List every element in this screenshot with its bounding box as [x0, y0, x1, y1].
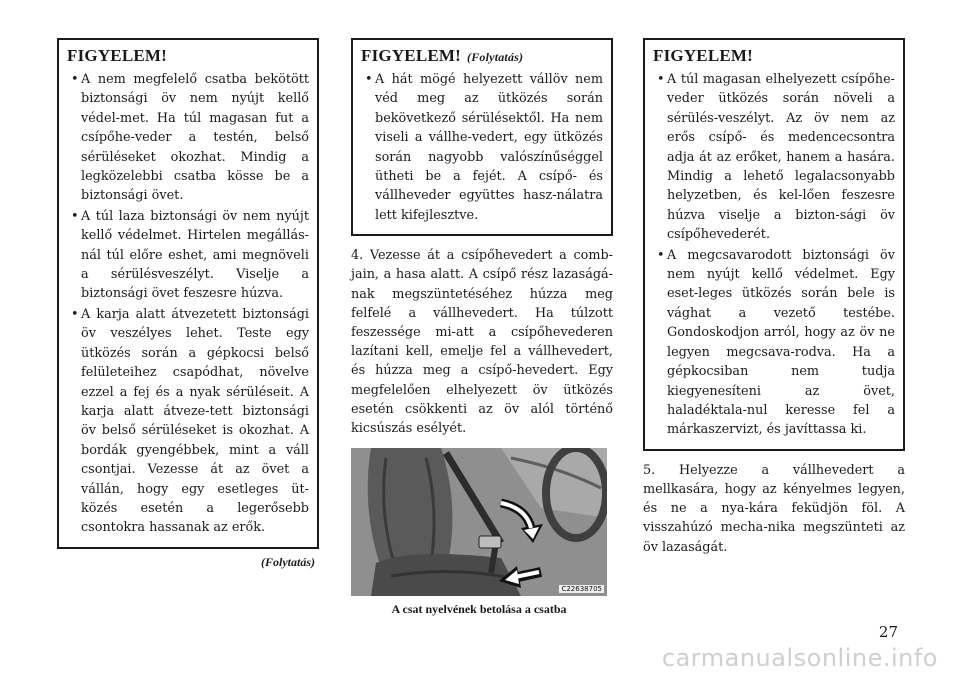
- warning-box-right: [643, 38, 905, 451]
- warning-bullet: • A hát mögé helyezett vállöv nem véd meg az ütközés során bekövetkező sérülésektől. Ha nem viseli a vállhe-vedert, egy ütközés során nagyobb valószínűséggel ütheti be a fejét. A csípő- és vállheveder együttes hasz-nálatra lett kifejlesztve.: [361, 70, 603, 225]
- step-paragraph: 4. Vezesse át a csípőhevedert a comb-jain, a hasa alatt. A csípő rész lazaságá-nak megszüntetéséhez húzza meg felfelé a vállhevedert. Ha túlzott feszessége mi-att a csípőhevederen lazítani kell, emelje fel a vállhevedert, és húzza meg a csípő-hevedert. Egy megfelelően elhelyezett öv ütközés esetén csökkenti az öv alól történő kicsúszás esélyét.: [351, 248, 613, 437]
- seatbelt-photo: [351, 448, 607, 596]
- warning-list: [67, 70, 309, 538]
- warning-bullet: • A túl laza biztonsági öv nem nyújt kellő védelmet. Hirtelen megállás-nál túl előre eshet, ami megnöveli a sérülésveszélyt. Viselje a biztonsági övet feszesre húzva.: [67, 207, 309, 304]
- left-column: [57, 38, 319, 570]
- warning-box-left: [57, 38, 319, 549]
- warning-bullet: • A megcsavarodott biztonsági öv nem nyújt kellő védelmet. Egy eset-leges ütközés során bele is vághat a vezető testébe. Gondoskodjon arról, hogy az öv ne legyen megcsava-rodva. Ha a gépkocsiban nem tudja kiegyenesíteni az övet, haladéktala-nul keresse fel a márkaszervizt, és javíttassa ki.: [653, 246, 895, 440]
- continued-label: (Folytatás): [261, 554, 315, 569]
- warning-list: [653, 70, 895, 440]
- step-paragraph: 5. Helyezze a vállhevedert a mellkasára, hogy az kényelmes legyen, és ne a nya-kára feküdjön föl. A visszahúzó mecha-nika megszünteti az öv lazaságát.: [643, 462, 905, 555]
- watermark: carmanualsonline.info: [661, 644, 938, 672]
- middle-column: [351, 38, 613, 617]
- warning-bullet: • A karja alatt átvezetett biztonsági öv veszélyes lehet. Teste egy ütközés során a gépkocsi belső felületeihez csapódhat, növelve ezzel a fej és a nyak sérüléseit. A karja alatt átveze-tett biztonsági öv belső sérüléseket is okozhat. A bordák gyengébbek, mint a váll csontjai. Vezesse át az övet a vállán, hogy egy esetleges üt-közés esetén a legerősebb csontokra hassanak az erők.: [67, 305, 309, 538]
- warning-continued: (Folytatás): [467, 50, 524, 64]
- warning-title-text: FIGYELEM!: [361, 46, 462, 65]
- page-number: 27: [878, 623, 898, 641]
- figure-code: C22638705: [561, 585, 602, 594]
- warning-box-middle: [351, 38, 613, 236]
- warning-bullet: • A nem megfelelő csatba bekötött biztonsági öv nem nyújt kellő védel-met. Ha túl magasan fut a csípőhe-veder a testén, belső sérüléseket okozhat. Mindig a legközelebbi csatba kösse be a biztonsági övet.: [67, 70, 309, 206]
- figure-caption: A csat nyelvének betolása a csatba: [391, 602, 567, 617]
- warning-title: FIGYELEM!: [653, 46, 754, 65]
- warning-bullet: • A túl magasan elhelyezett csípőhe-veder ütközés során növeli a sérülés-veszélyt. Az öv nem az erős csípő- és medencecsontra adja át az erőket, hanem a hasára. Mindig a lehető legalacsonyabb helyzetben, és kel-lően feszesre húzva viselje a bizton-sági öv csípőhevederét.: [653, 70, 895, 245]
- right-column: [643, 38, 905, 557]
- warning-title: FIGYELEM!: [67, 46, 168, 65]
- warning-list: [361, 70, 603, 225]
- seatbelt-illustration: [351, 448, 607, 596]
- warning-title: [361, 46, 603, 66]
